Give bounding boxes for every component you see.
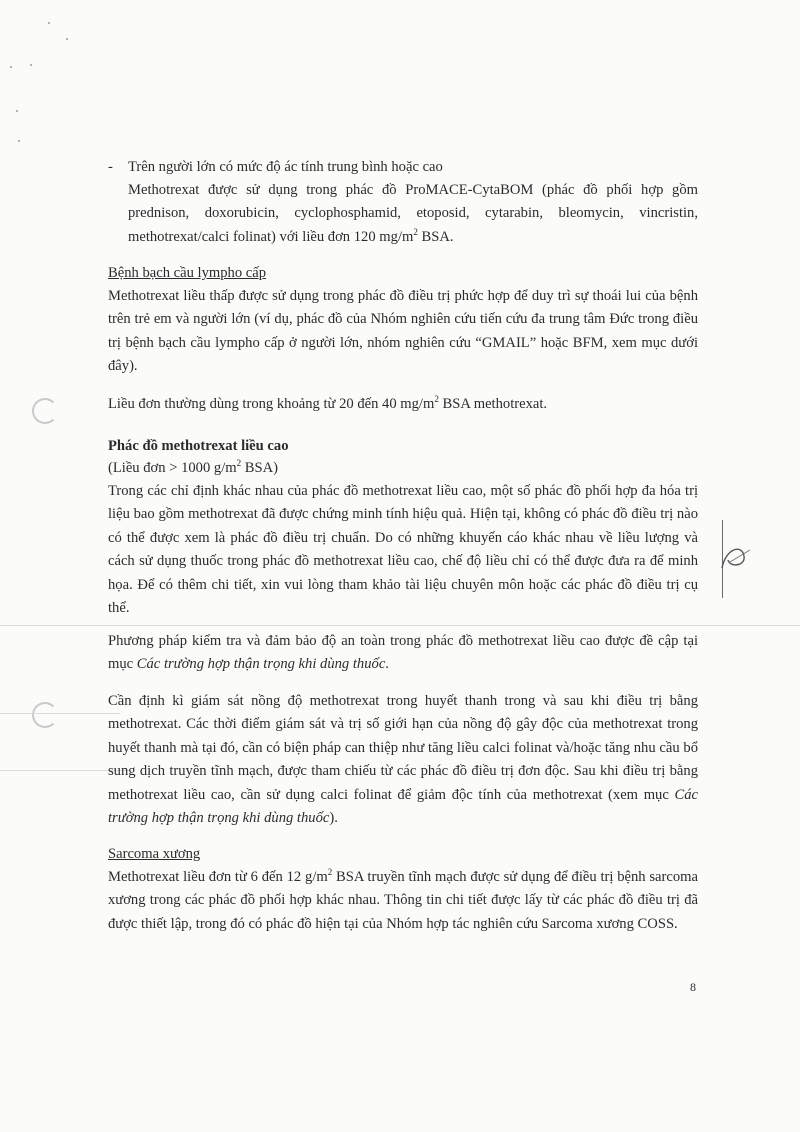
leukemia-heading: Bệnh bạch cầu lympho cấp (108, 265, 267, 281)
leukemia-paragraph-1: Methotrexat liều thấp được sử dụng trong phác đồ điều trị phức hợp để duy trì sự thoái lui của bệnh trên trẻ em và người lớn (ví dụ, phác đồ của Nhóm nghiên cứu tiến cứu đa trung tâm Đức trong điều trị bệnh bạch cầu lympho cấp ở người lớn, nhóm nghiên cứu “GMAIL” hoặc BFM, xem mục dưới đây). (108, 288, 698, 375)
scan-speck (16, 110, 18, 112)
leukemia-paragraph-2: Liều đơn thường dùng trong khoảng từ 20 đến 40 $mg/m^2$ BSA methotrexat. (108, 394, 548, 412)
bullet-heading (108, 156, 443, 179)
promace-paragraph: Methotrexat được sử dụng trong phác đồ ProMACE-CytaBOM (phác đồ phối hợp gồm prednison, doxorubicin, cyclophosphamid, etoposid, cytarabin, bleomycin, vincristin, methotrexat/calci folinat) với liều đơn 120 $mg/m^2$ BSA. (128, 182, 698, 245)
high-dose-heading: Phác đồ methotrexat liều cao (108, 438, 289, 454)
scan-speck (18, 140, 20, 142)
sarcoma-paragraph: Methotrexat liều đơn từ 6 đến 12 $g/m^2$ BSA truyền tĩnh mạch được sử dụng để điều trị bệnh sarcoma xương trong các phác đồ phối hợp khác nhau. Thông tin chi tiết được lấy từ các phác đồ điều trị đã được thiết lập, trong đó có phác đồ hiện tại của Nhóm hợp tác nghiên cứu Sarcoma xương COSS. (108, 867, 698, 932)
high-dose-paragraph-3: Cần định kì giám sát nồng độ methotrexat trong huyết thanh trong và sau khi điều trị bằng methotrexat. Các thời điểm giám sát và trị số giới hạn của nồng độ gây độc của methotrexat trong huyết thanh mà tại đó, cần có biện pháp can thiệp như tăng liều calci folinat và/hoặc tăng nhu cầu bổ sung dịch truyền tĩnh mạch, được tham chiếu từ các phác đồ điều trị đơn độc. Sau khi điều trị bằng methotrexat liều cao, cần sử dụng calci folinat để giảm độc tính của methotrexat (xem mục Các trường hợp thận trọng khi dùng thuốc). (108, 693, 698, 827)
high-dose-paragraph-2: Phương pháp kiểm tra và đảm bảo độ an toàn trong phác đồ methotrexat liều cao được đề cập tại mục Các trường hợp thận trọng khi dùng thuốc. (108, 633, 698, 673)
bullet-heading-text: Trên người lớn có mức độ ác tính trung bình hoặc cao (128, 159, 443, 175)
scan-line (0, 625, 800, 626)
scan-speck (66, 38, 68, 40)
page-number: 8 (690, 980, 696, 994)
scan-speck (48, 22, 50, 24)
bullet-dash: - (108, 159, 113, 175)
handwritten-mark-icon (716, 538, 756, 578)
scan-speck (10, 66, 12, 68)
sarcoma-heading: Sarcoma xương (108, 846, 201, 862)
high-dose-paragraph-1: Trong các chỉ định khác nhau của phác đồ methotrexat liều cao, một số phác đồ phối hợp đa hóa trị liệu bao gồm methotrexat đã được chứng minh tính hiệu quả. Hiện tại, không có phác đồ điều trị nào có thể được xem là phác đồ điều trị chuẩn. Do có những khuyến cáo khác nhau về liều lượng và cách sử dụng thuốc trong phác đồ methotrexat liều cao, chế độ liều chỉ có thể được đưa ra để minh họa. Để có thêm chi tiết, xin vui lòng tham khảo tài liệu chuyên môn hoặc các phác đồ điều trị cụ thể. (108, 483, 698, 617)
high-dose-subtitle: (Liều đơn > 1000 $g/m^2$ BSA) (108, 458, 279, 476)
scan-speck (30, 64, 32, 66)
scan-line (0, 713, 120, 714)
punch-hole-mark (32, 398, 58, 424)
punch-hole-mark (32, 702, 58, 728)
